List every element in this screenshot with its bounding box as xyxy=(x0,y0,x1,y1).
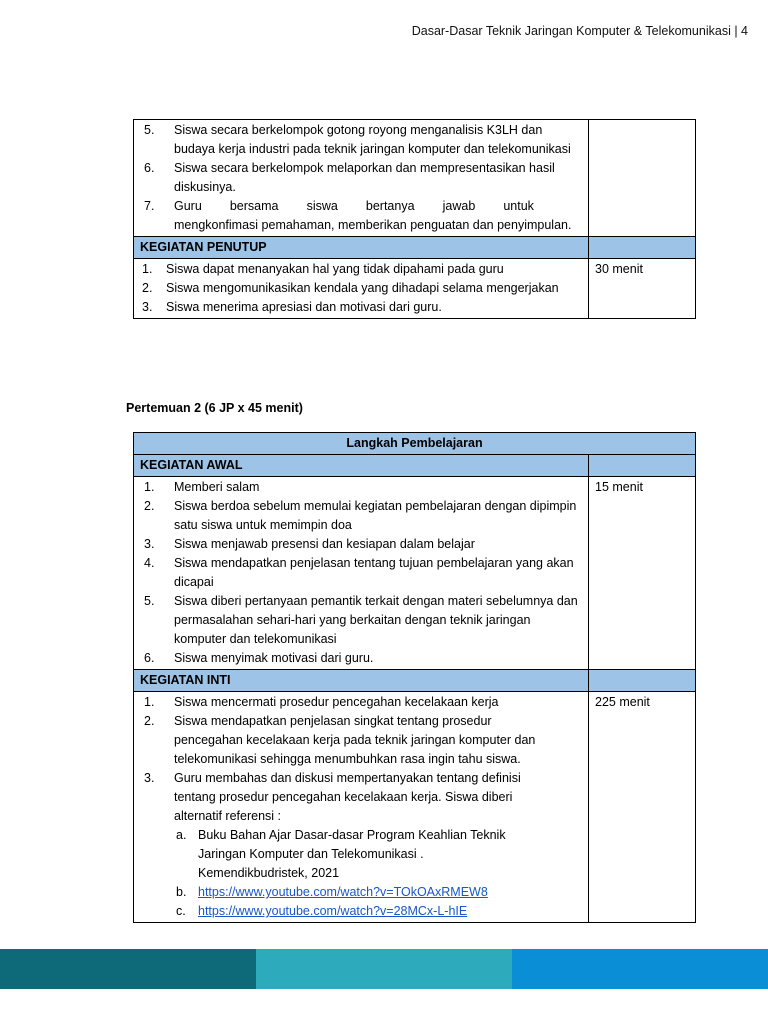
time-value: 15 menit xyxy=(589,477,696,670)
time-cell xyxy=(589,120,696,237)
list-item: 6. Siswa secara berkelompok melaporkan dan mempresentasikan hasil diskusinya. xyxy=(144,161,555,194)
list-item: 1. Memberi salam xyxy=(144,480,260,494)
steps-cell xyxy=(134,259,589,319)
list-item: 1. Siswa mencermati prosedur pencegahan kecelakaan kerja xyxy=(144,695,499,709)
steps-cell xyxy=(134,120,589,237)
lesson-table-1 xyxy=(133,119,696,319)
section-band-inti xyxy=(134,670,696,692)
justified-line: Guru bersama siswa bertanya jawab untuk xyxy=(174,199,534,213)
footer-segment-3 xyxy=(512,949,768,989)
time-value: 30 menit xyxy=(589,259,696,319)
list-item: 4. Siswa mendapatkan penjelasan tentang tujuan pembelajaran yang akan dicapai xyxy=(144,556,574,589)
meeting-heading: Pertemuan 2 (6 JP x 45 menit) xyxy=(126,401,303,415)
section-band-penutup xyxy=(134,237,696,259)
section-label: KEGIATAN PENUTUP xyxy=(134,237,589,259)
list-item: 6. Siswa menyimak motivasi dari guru. xyxy=(144,651,374,665)
list-item: 3. Siswa menjawab presensi dan kesiapan dalam belajar xyxy=(144,537,475,551)
steps-cell xyxy=(134,692,589,923)
list-item: 2. Siswa mengomunikasikan kendala yang dihadapi selama mengerjakan xyxy=(142,281,559,295)
list-item: 2. Siswa berdoa sebelum memulai kegiatan pembelajaran dengan dipimpin satu siswa untuk memimpin doa xyxy=(144,499,577,532)
list-item: 3. Guru membahas dan diskusi mempertanyakan tentang definisi tentang prosedur pencegahan kecelakaan kerja. Siswa diberi alternatif referensi : a. Buku Bahan Ajar Dasar-dasar Program Keahlian Teknik Jaringan Komputer dan Telekomunikasi . Kemendikbudristek, 2021 b. https://www.youtube.com/watch?v=TOkOAxRMEW8 c. https://www.youtube.com/watch?v=28MCx-L-hIE xyxy=(140,769,582,921)
section-band-awal xyxy=(134,455,696,477)
footer-color-band xyxy=(0,949,768,989)
table-row xyxy=(134,692,696,923)
youtube-link-2[interactable]: https://www.youtube.com/watch?v=28MCx-L-hIE xyxy=(198,904,468,918)
footer-segment-1 xyxy=(0,949,256,989)
section-label: KEGIATAN INTI xyxy=(134,670,589,692)
list-item: 5. Siswa diberi pertanyaan pemantik terkait dengan materi sebelumnya dan permasalahan sehari-hari yang berkaitan dengan teknik jaringan komputer dan telekomunikasi xyxy=(144,594,578,646)
table-title-row xyxy=(134,433,696,455)
list-item: 1. Siswa dapat menanyakan hal yang tidak dipahami pada guru xyxy=(142,262,504,276)
list-item: b. https://www.youtube.com/watch?v=TOkOAxRMEW8 xyxy=(176,885,488,899)
youtube-link-1[interactable]: https://www.youtube.com/watch?v=TOkOAxRMEW8 xyxy=(198,885,488,899)
list-item: 7. Guru bersama siswa bertanya jawab untuk mengkonfimasi pemahaman, memberikan penguatan dan penyimpulan. xyxy=(144,199,572,232)
list-item: 2. Siswa mendapatkan penjelasan singkat tentang prosedur pencegahan kecelakaan kerja pada teknik jaringan komputer dan telekomunikasi sehingga menumbuhkan rasa ingin tahu siswa. xyxy=(144,714,536,766)
list-item: 3. Siswa menerima apresiasi dan motivasi dari guru. xyxy=(142,300,442,314)
table-row xyxy=(134,477,696,670)
page-header: Dasar-Dasar Teknik Jaringan Komputer & Telekomunikasi | 4 xyxy=(411,24,748,38)
list-item: a. Buku Bahan Ajar Dasar-dasar Program Keahlian Teknik Jaringan Komputer dan Telekomunikasi . Kemendikbudristek, 2021 xyxy=(176,828,506,880)
lesson-table-2 xyxy=(133,432,696,923)
table-row xyxy=(134,120,696,237)
time-value: 225 menit xyxy=(589,692,696,923)
table-row xyxy=(134,259,696,319)
list-item: c. https://www.youtube.com/watch?v=28MCx-L-hIE xyxy=(176,904,468,918)
steps-cell xyxy=(134,477,589,670)
reference-list xyxy=(174,826,532,921)
footer-segment-2 xyxy=(256,949,512,989)
table-title: Langkah Pembelajaran xyxy=(134,433,696,455)
list-item: 5. Siswa secara berkelompok gotong royong menganalisis K3LH dan budaya kerja industri pada teknik jaringan komputer dan telekomunikasi xyxy=(144,123,571,156)
section-label: KEGIATAN AWAL xyxy=(134,455,589,477)
